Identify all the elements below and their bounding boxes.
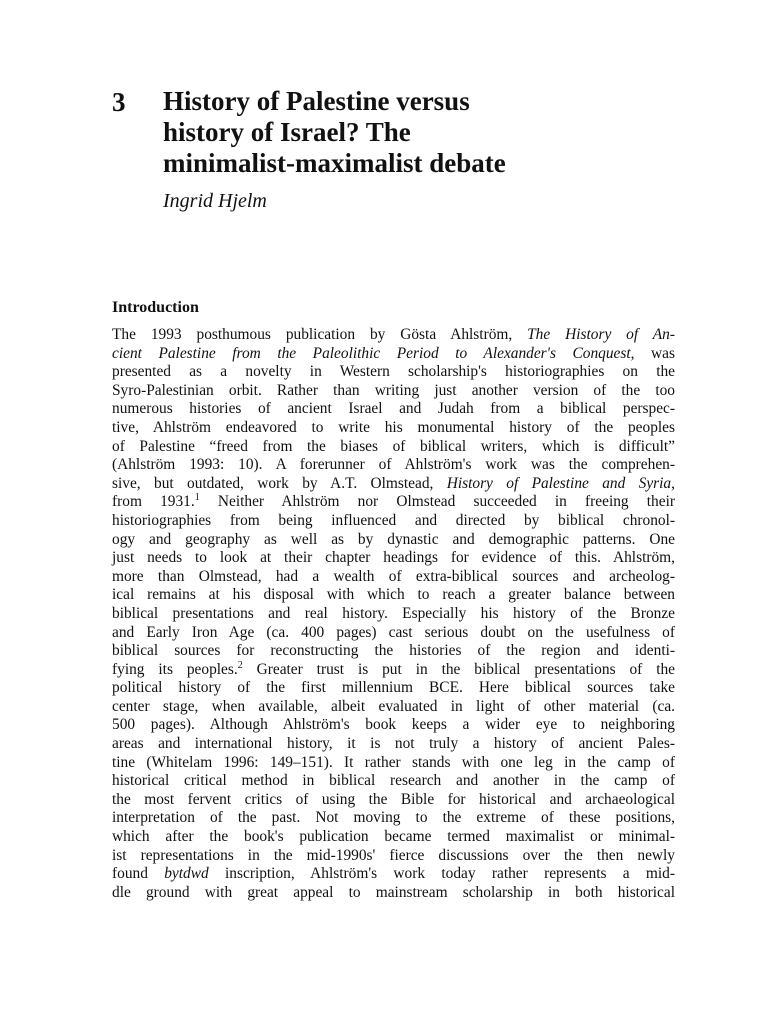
text-run: biblical presentations and real history. Especially his history of the Bronze — [112, 604, 675, 622]
text-run: historiographies from being influenced and directed by biblical chronol- — [112, 511, 675, 529]
text-run: inscription, Ahlström's work today rather represents a mid- — [208, 865, 675, 883]
text-run: more than Olmstead, had a wealth of extra-biblical sources and archeolog- — [112, 567, 675, 585]
text-run: just needs to look at their chapter headings for evidence of this. Ahlström, — [112, 549, 675, 567]
text-line — [112, 698, 675, 717]
text-line — [112, 772, 675, 791]
text-line — [112, 828, 675, 847]
chapter-title-line: History of Palestine versus — [163, 86, 470, 116]
text-line — [112, 809, 675, 828]
text-line — [112, 735, 675, 754]
text-run: tive, Ahlström endeavored to write his monumental history of the peoples — [112, 418, 675, 436]
italic-title: cient Palestine from the Paleolithic Period to Alexander's Conquest — [112, 344, 631, 362]
text-run: numerous histories of ancient Israel and Judah from a biblical perspec- — [112, 400, 675, 418]
italic-title: History of Palestine and Syria — [446, 474, 672, 492]
text-line — [112, 642, 675, 661]
text-line — [112, 493, 675, 512]
text-line — [112, 586, 675, 605]
text-run: ogy and geography as well as by dynastic and demographic patterns. One — [112, 530, 675, 548]
chapter-title-line: minimalist-maximalist debate — [163, 148, 506, 178]
chapter-title-line: history of Israel? The — [163, 117, 411, 147]
text-line — [112, 661, 675, 680]
chapter-number: 3 — [112, 87, 126, 117]
text-run: presented as a novelty in Western scholarship's historiographies on the — [112, 363, 675, 381]
text-run: areas and international history, it is not truly a history of ancient Pales- — [112, 735, 675, 753]
text-run: found — [112, 865, 165, 883]
text-run: Greater trust is put in the biblical presentations of the — [242, 660, 675, 678]
text-line — [112, 456, 675, 475]
text-run: center stage, when available, albeit evaluated in light of other material (ca. — [112, 697, 675, 715]
body-paragraph — [112, 326, 675, 902]
chapter-title — [163, 86, 633, 179]
text-line — [112, 345, 675, 364]
text-run: , — [671, 474, 675, 492]
text-line — [112, 438, 675, 457]
text-run: political history of the first millennium BCE. Here biblical sources take — [112, 679, 675, 697]
text-line — [112, 791, 675, 810]
text-run: sive, but outdated, work by A.T. Olmstead, — [112, 474, 447, 492]
text-line — [112, 716, 675, 735]
text-run: biblical sources for reconstructing the histories of the region and identi- — [112, 642, 675, 660]
text-line — [112, 512, 675, 531]
chapter-author: Ingrid Hjelm — [163, 190, 267, 212]
text-run: and Early Iron Age (ca. 400 pages) cast serious doubt on the usefulness of — [112, 623, 675, 641]
text-line — [112, 865, 675, 884]
text-run: dle ground with great appeal to mainstream scholarship in both historical — [112, 883, 675, 901]
text-line — [112, 382, 675, 401]
text-run: the most fervent critics of using the Bible for historical and archaeological — [112, 790, 675, 808]
text-run: 500 pages). Although Ahlström's book keeps a wider eye to neighboring — [112, 716, 675, 734]
text-run: historical critical method in biblical research and another in the camp of — [112, 772, 675, 790]
text-line — [112, 754, 675, 773]
text-run: Syro-Palestinian orbit. Rather than writing just another version of the too — [112, 381, 675, 399]
footnote-marker[interactable]: 1 — [194, 492, 200, 504]
text-run: which after the book's publication became termed maximalist or minimal- — [112, 828, 675, 846]
text-run: Neither Ahlström nor Olmstead succeeded in freeing their — [199, 493, 675, 511]
text-line — [112, 624, 675, 643]
text-line — [112, 419, 675, 438]
footnote-marker[interactable]: 2 — [237, 659, 243, 671]
text-run: , was — [630, 344, 675, 362]
text-run: The 1993 posthumous publication by Gösta Ahlström, — [112, 326, 528, 343]
text-run: of Palestine “freed from the biases of biblical writers, which is difficult” — [112, 437, 675, 455]
text-run: tine (Whitelam 1996: 149–151). It rather stands with one leg in the camp of — [112, 753, 675, 771]
text-line — [112, 326, 675, 345]
text-run: ist representations in the mid-1990s' fierce discussions over the then newly — [112, 846, 675, 864]
italic-title: bytdwd — [164, 865, 209, 883]
text-run: from 1931. — [112, 493, 195, 511]
text-line — [112, 549, 675, 568]
text-run: (Ahlström 1993: 10). A forerunner of Ahlström's work was the comprehen- — [112, 456, 675, 474]
text-line — [112, 475, 675, 494]
text-run: interpretation of the past. Not moving to the extreme of these positions, — [112, 809, 675, 827]
text-run: fying its peoples. — [112, 660, 238, 678]
text-line — [112, 531, 675, 550]
text-line — [112, 400, 675, 419]
text-run: ical remains at his disposal with which to reach a greater balance between — [112, 586, 675, 604]
text-line — [112, 679, 675, 698]
text-line — [112, 605, 675, 624]
text-line — [112, 884, 675, 903]
text-line — [112, 568, 675, 587]
text-line — [112, 363, 675, 382]
italic-title: The History of An- — [527, 326, 675, 343]
section-heading: Introduction — [112, 299, 199, 316]
text-line — [112, 847, 675, 866]
